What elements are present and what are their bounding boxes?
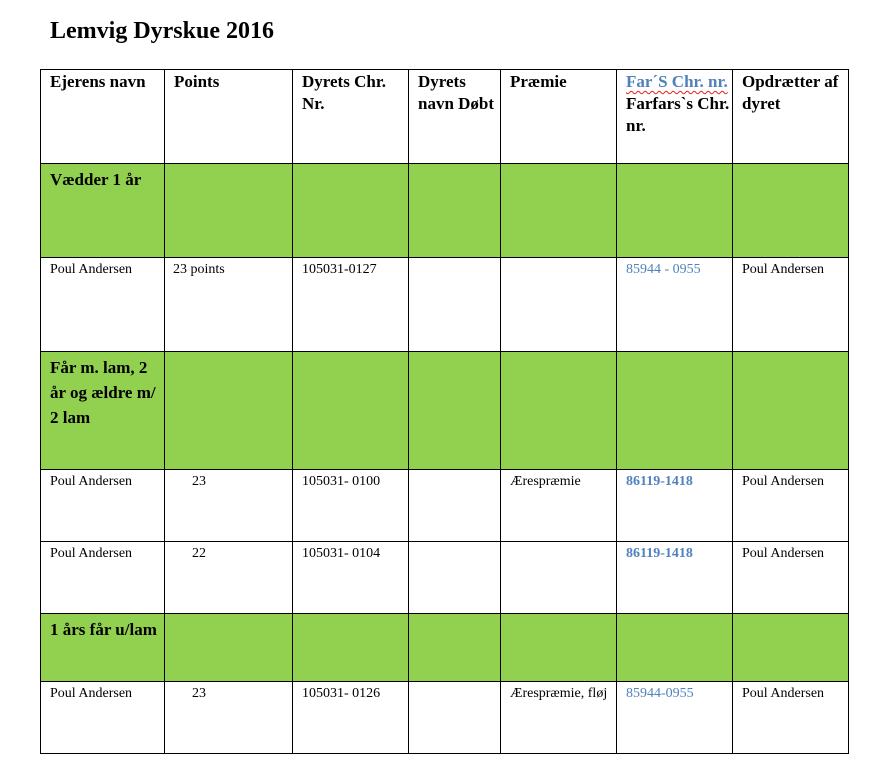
owner-cell: Poul Andersen: [41, 542, 165, 614]
prize-cell: Ærespræmie: [501, 470, 617, 542]
header-breeder: Opdrætter af dyret: [733, 70, 849, 164]
father-chr-cell: 85944 - 0955: [617, 258, 733, 352]
chr-cell: 105031- 0100: [293, 470, 409, 542]
prize-cell: Ærespræmie, fløj: [501, 682, 617, 754]
animal-name-cell: [409, 542, 501, 614]
animal-name-cell: [409, 258, 501, 352]
animal-name-cell: [409, 682, 501, 754]
breeder-cell: Poul Andersen: [733, 682, 849, 754]
table-row: [41, 542, 849, 614]
section-row: [41, 352, 849, 470]
header-father-chr: [617, 70, 733, 164]
father-chr-cell: 86119-1418: [617, 542, 733, 614]
breeder-cell: Poul Andersen: [733, 258, 849, 352]
points-cell: 22: [165, 542, 293, 614]
header-prize: Præmie: [501, 70, 617, 164]
table-row: [41, 258, 849, 352]
section-label: Vædder 1 år: [41, 164, 165, 258]
father-chr-cell: 85944-0955: [617, 682, 733, 754]
table-row: [41, 682, 849, 754]
owner-cell: Poul Andersen: [41, 470, 165, 542]
points-cell: 23: [165, 682, 293, 754]
breeder-cell: Poul Andersen: [733, 542, 849, 614]
section-label: Får m. lam, 2 år og ældre m/ 2 lam: [41, 352, 165, 470]
section-row: [41, 164, 849, 258]
header-owner: Ejerens navn: [41, 70, 165, 164]
grandfather-chr-label: Farfars`s Chr. nr.: [626, 94, 730, 135]
owner-cell: Poul Andersen: [41, 682, 165, 754]
chr-cell: 105031- 0104: [293, 542, 409, 614]
table-row: [41, 470, 849, 542]
chr-cell: 105031-0127: [293, 258, 409, 352]
father-chr-cell: 86119-1418: [617, 470, 733, 542]
points-cell: 23 points: [165, 258, 293, 352]
section-row: [41, 614, 849, 682]
header-chr: Dyrets Chr. Nr.: [293, 70, 409, 164]
header-row: [41, 70, 849, 164]
breeder-cell: Poul Andersen: [733, 470, 849, 542]
points-cell: 23: [165, 470, 293, 542]
animal-name-cell: [409, 470, 501, 542]
prize-cell: [501, 258, 617, 352]
header-animal-name: Dyrets navn Døbt: [409, 70, 501, 164]
header-points: Points: [165, 70, 293, 164]
chr-cell: 105031- 0126: [293, 682, 409, 754]
father-chr-label: Far´S Chr. nr.: [626, 72, 728, 91]
section-label: 1 års får u/lam: [41, 614, 165, 682]
owner-cell: Poul Andersen: [41, 258, 165, 352]
page-title: Lemvig Dyrskue 2016: [50, 18, 274, 44]
show-results-table: [40, 69, 849, 754]
prize-cell: [501, 542, 617, 614]
